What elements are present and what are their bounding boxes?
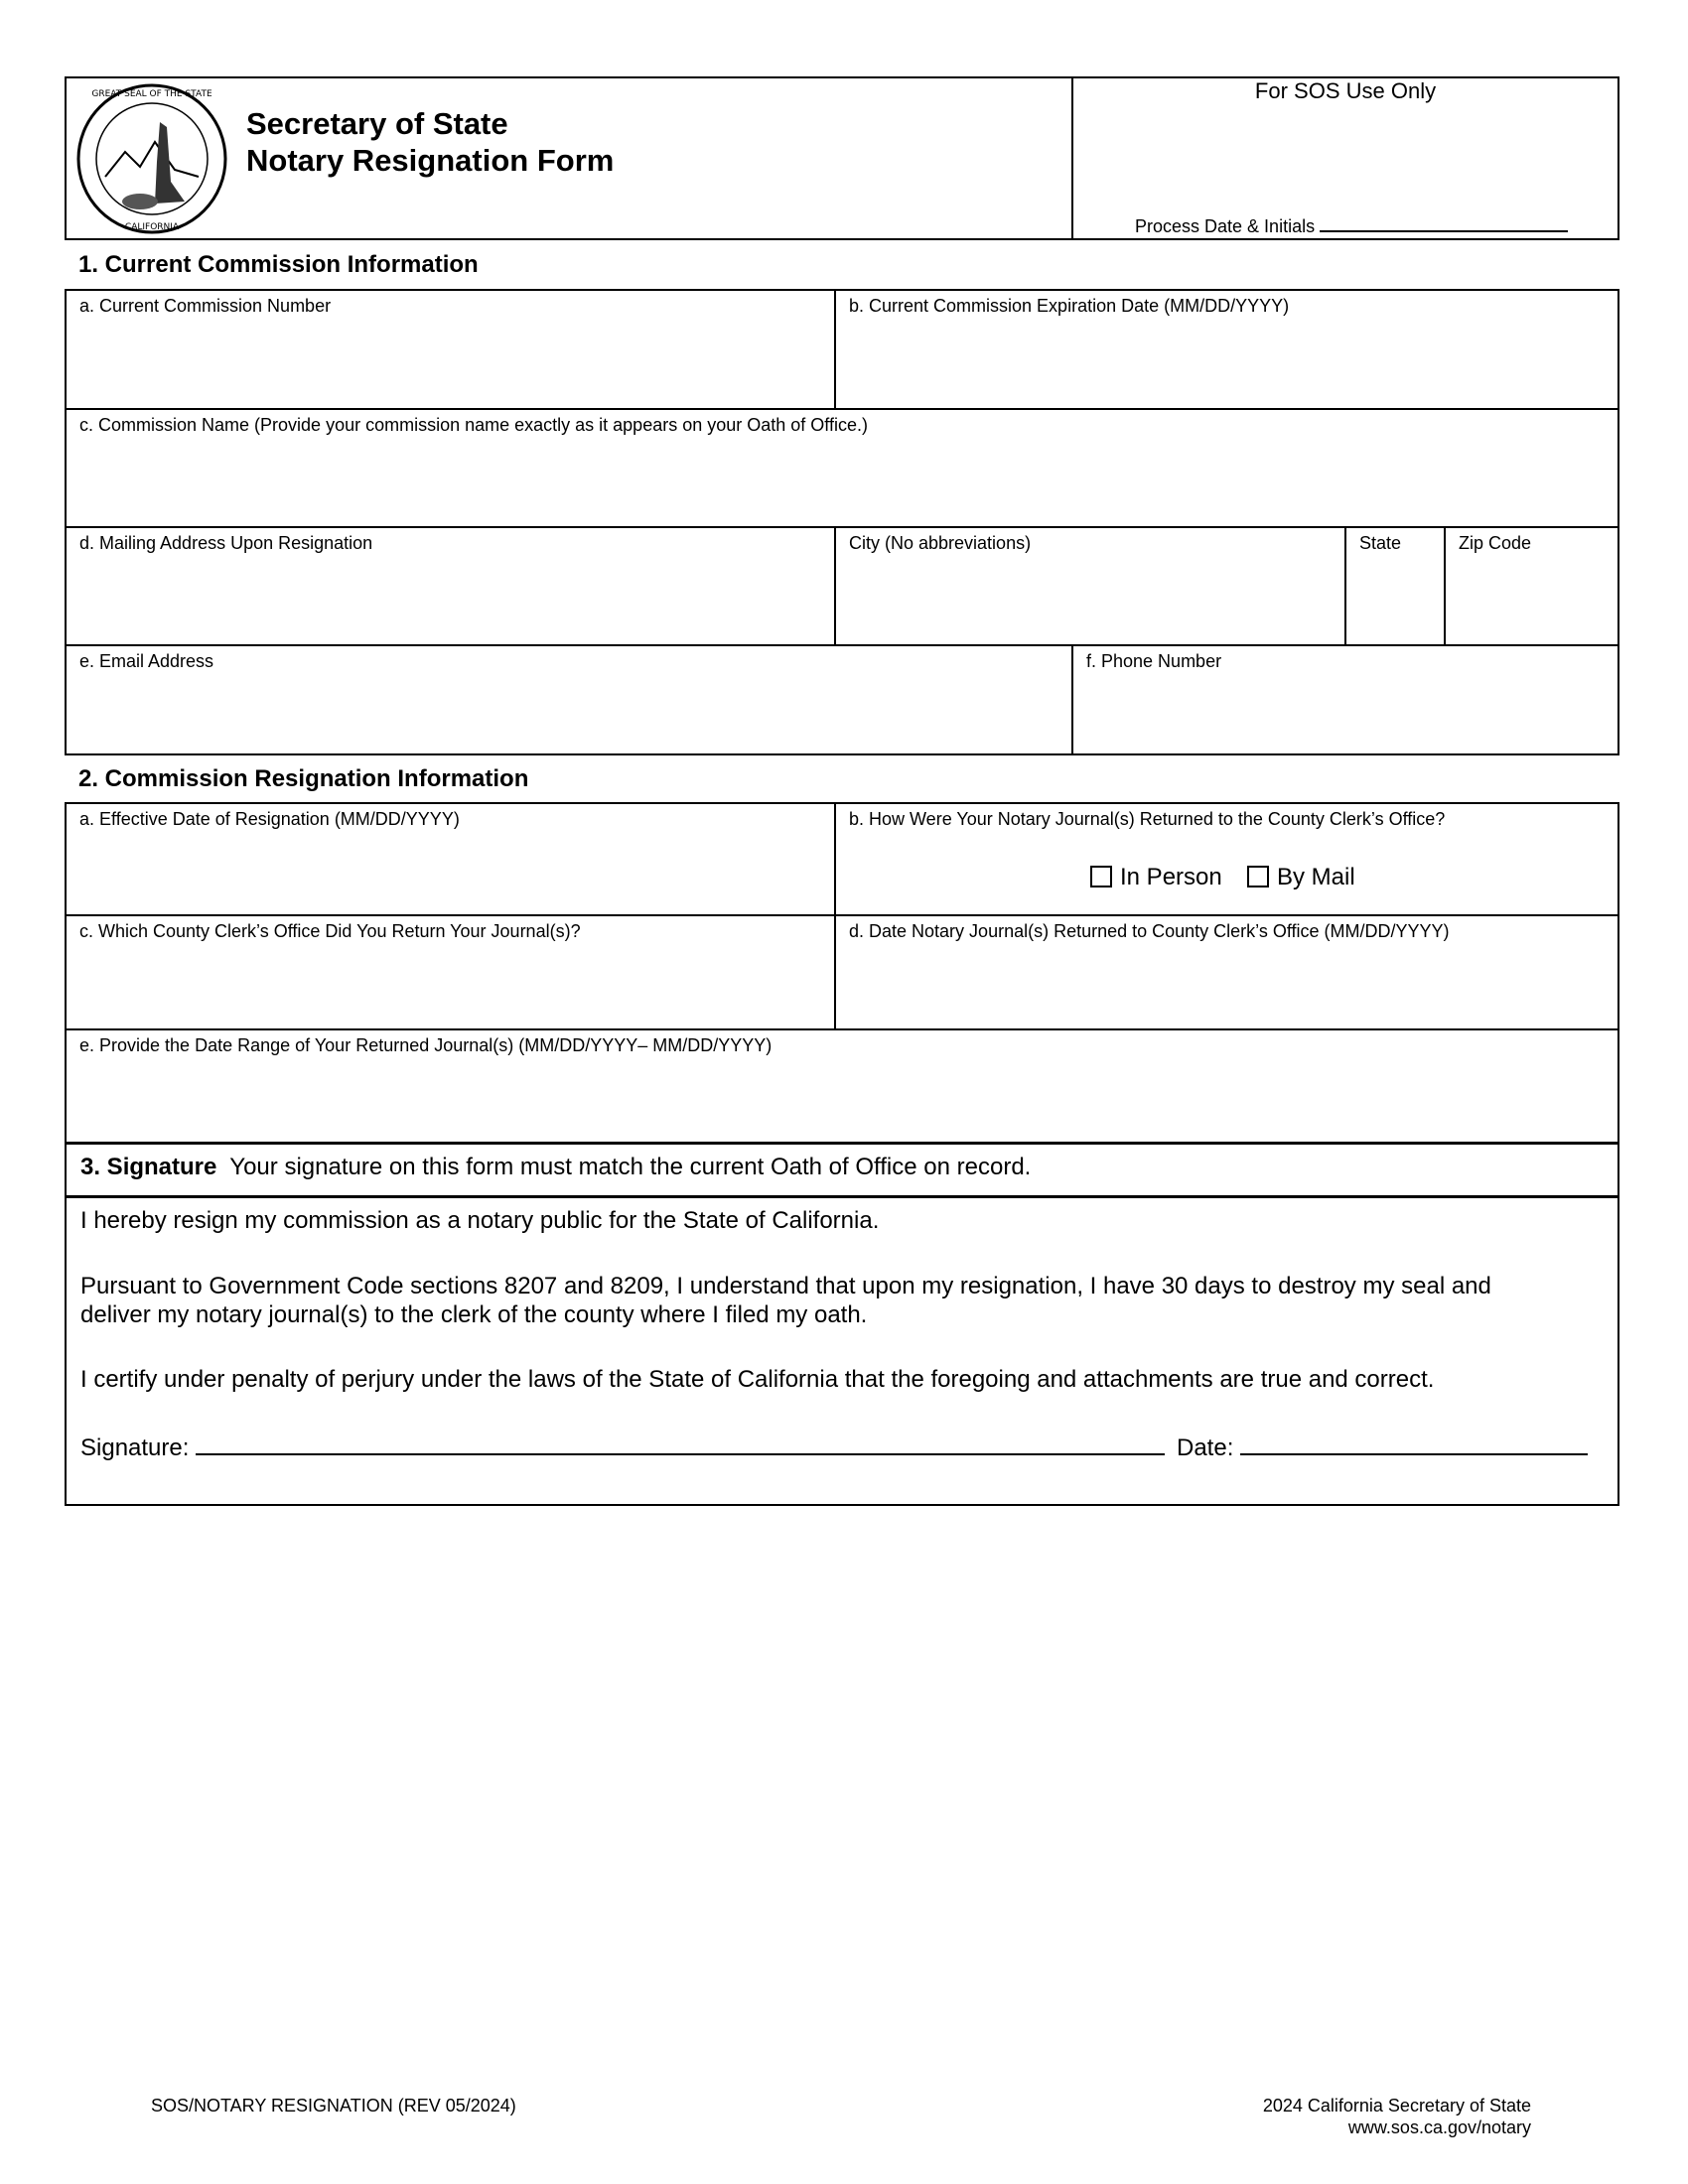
field-label: e. Provide the Date Range of Your Returned Journal(s) (MM/DD/YYYY– MM/DD/YYYY) (79, 1035, 773, 1055)
resignation-statement: I hereby resign my commission as a notary public for the State of California. (80, 1207, 880, 1234)
field-label: b. Current Commission Expiration Date (MM/DD/YYYY) (849, 296, 1290, 316)
state-seal-logo (75, 82, 228, 235)
section3-subtitle: Your signature on this form must match the current Oath of Office on record. (229, 1154, 1032, 1180)
field-label: State (1359, 533, 1402, 553)
field-label: c. Which County Clerk’s Office Did You Return Your Journal(s)? (79, 921, 581, 941)
process-date-label: Process Date & Initials (1135, 216, 1316, 236)
field-label: City (No abbreviations) (849, 533, 1032, 553)
perjury-certification: I certify under penalty of perjury under the laws of the State of California that the foregoing and attachments are true and correct. (80, 1366, 1435, 1393)
county-clerk-office-field[interactable] (67, 916, 834, 1028)
effective-date-field[interactable] (67, 804, 834, 914)
svg-text:CALIFORNIA: CALIFORNIA (124, 222, 180, 232)
field-label: f. Phone Number (1086, 651, 1222, 671)
in-person-checkbox[interactable] (1090, 864, 1222, 891)
form-id: SOS/NOTARY RESIGNATION (REV 05/2024) (151, 2096, 516, 2116)
date-field[interactable] (1177, 1434, 1588, 1462)
field-label: b. How Were Your Notary Journal(s) Returned to the County Clerk’s Office? (849, 809, 1446, 829)
state-field[interactable] (1346, 528, 1444, 644)
city-field[interactable] (836, 528, 1344, 644)
field-label: d. Mailing Address Upon Resignation (79, 533, 373, 553)
section1-title: 1. Current Commission Information (78, 251, 479, 278)
section2-title: 2. Commission Resignation Information (78, 765, 529, 792)
sos-use-label: For SOS Use Only (1254, 78, 1437, 103)
journal-date-range-field[interactable] (67, 1030, 1618, 1142)
checkbox-label: In Person (1120, 864, 1222, 890)
date-label: Date: (1177, 1434, 1234, 1461)
field-label: c. Commission Name (Provide your commission name exactly as it appears on your Oath of Office.) (79, 415, 868, 435)
section3-header (80, 1154, 1031, 1181)
signature-field[interactable] (80, 1434, 1165, 1462)
field-label: e. Email Address (79, 651, 214, 671)
process-date-field[interactable] (1135, 216, 1568, 237)
svg-text:GREAT SEAL OF THE STATE: GREAT SEAL OF THE STATE (91, 89, 212, 99)
section3-title: 3. Signature (80, 1154, 217, 1180)
checkbox-icon (1247, 866, 1269, 887)
copyright: 2024 California Secretary of State (1262, 2096, 1531, 2116)
field-label: a. Current Commission Number (79, 296, 332, 316)
government-code-statement-1: Pursuant to Government Code sections 8207 and 8209, I understand that upon my resignation, I have 30 days to destroy my seal and (80, 1273, 1491, 1299)
zip-code-field[interactable] (1446, 528, 1618, 644)
expiration-date-field[interactable] (836, 291, 1618, 408)
agency-title: Secretary of State (246, 106, 508, 141)
checkbox-label: By Mail (1277, 864, 1355, 890)
form-title: Notary Resignation Form (246, 143, 615, 178)
phone-field[interactable] (1073, 646, 1618, 753)
by-mail-checkbox[interactable] (1247, 864, 1355, 891)
field-label: d. Date Notary Journal(s) Returned to County Clerk’s Office (MM/DD/YYYY) (849, 921, 1450, 941)
commission-name-field[interactable] (67, 410, 1618, 526)
commission-number-field[interactable] (67, 291, 834, 408)
journal-return-date-field[interactable] (836, 916, 1618, 1028)
mailing-address-field[interactable] (67, 528, 834, 644)
email-field[interactable] (67, 646, 1071, 753)
signature-label: Signature: (80, 1434, 190, 1461)
government-code-statement-2: deliver my notary journal(s) to the clerk of the county where I filed my oath. (80, 1301, 868, 1328)
website-link[interactable]: www.sos.ca.gov/notary (1347, 2117, 1531, 2137)
field-label: a. Effective Date of Resignation (MM/DD/YYYY) (79, 809, 460, 829)
checkbox-icon (1090, 866, 1112, 887)
field-label: Zip Code (1459, 533, 1532, 553)
journal-return-method (836, 804, 1618, 914)
